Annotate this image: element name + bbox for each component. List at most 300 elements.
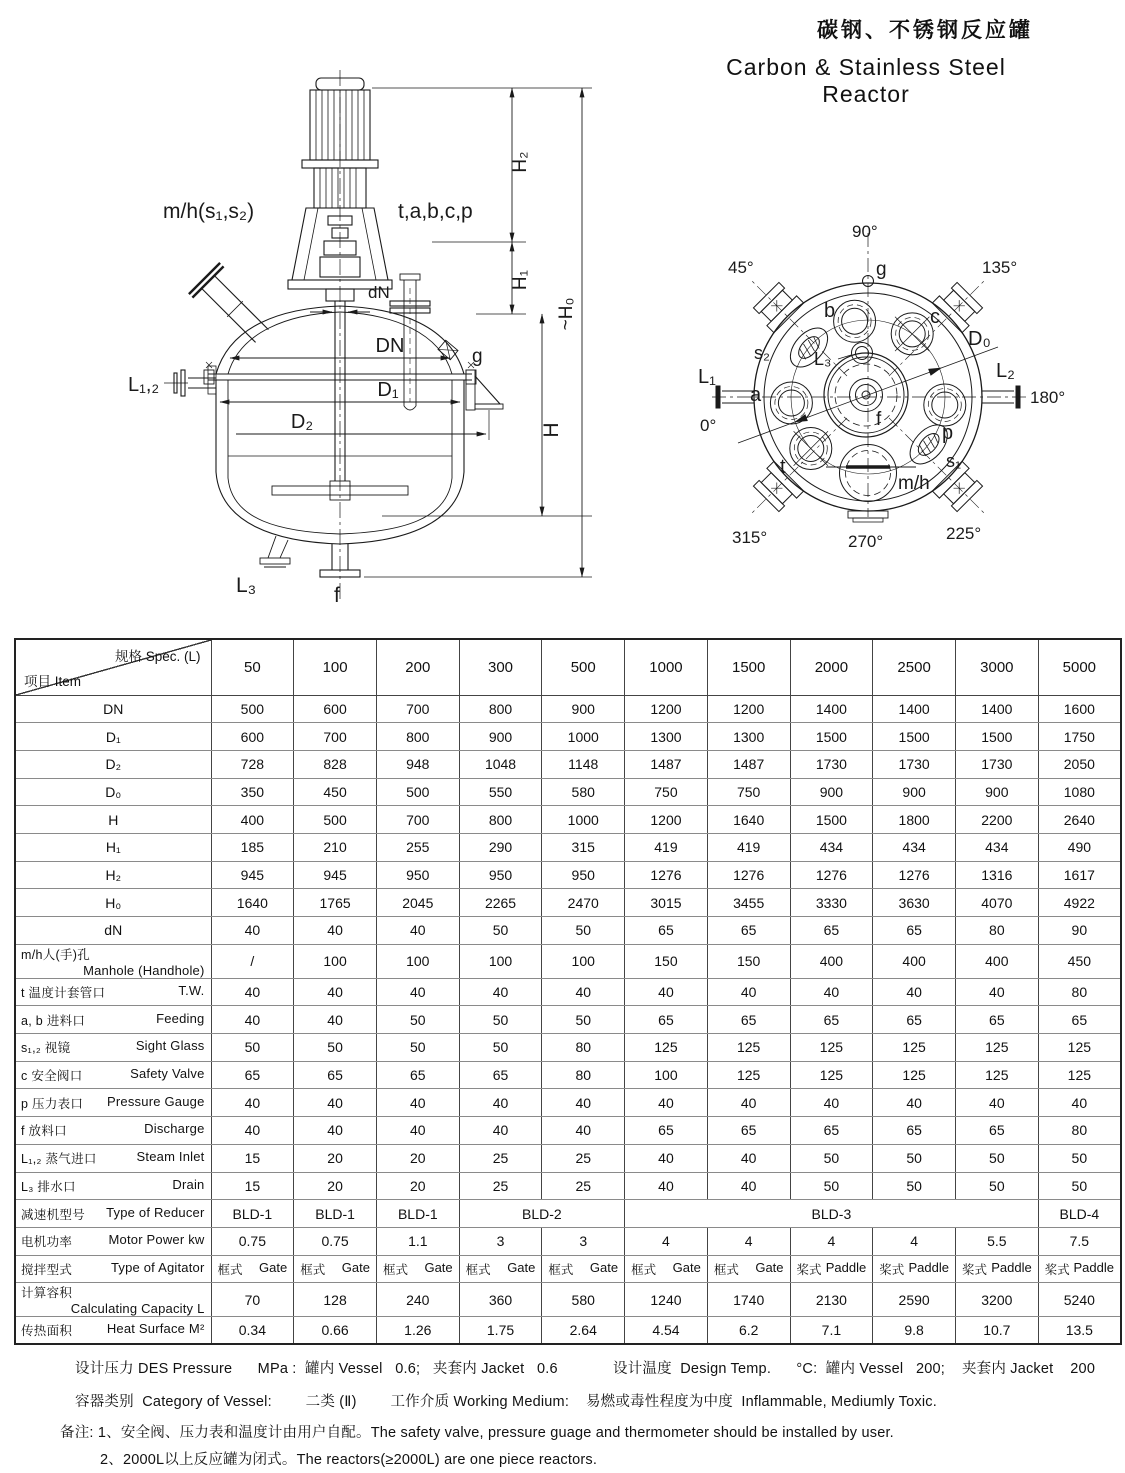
spec-value: 125 xyxy=(873,1034,956,1062)
spec-value: 450 xyxy=(1038,944,1121,978)
spec-value: 40 xyxy=(376,1117,459,1145)
spec-value: 40 xyxy=(707,978,790,1006)
spec-value: 65 xyxy=(707,1117,790,1145)
label-p: p xyxy=(942,422,954,444)
spec-value: 945 xyxy=(294,861,377,889)
spec-value: 40 xyxy=(955,1089,1038,1117)
spec-value: 65 xyxy=(707,1006,790,1034)
row-label: H₁ xyxy=(15,833,211,861)
spec-value: 1750 xyxy=(1038,723,1121,751)
nozzle-cap xyxy=(400,274,420,280)
spec-value: 580 xyxy=(542,778,625,806)
spec-value: 350 xyxy=(211,778,294,806)
spec-value: 50 xyxy=(459,1034,542,1062)
spec-value: 450 xyxy=(294,778,377,806)
spec-value: 20 xyxy=(376,1144,459,1172)
spec-value: 7.1 xyxy=(790,1317,873,1345)
row-label: D₁ xyxy=(15,723,211,751)
spec-value: 70 xyxy=(211,1283,294,1317)
spec-value: 1200 xyxy=(707,695,790,723)
spec-value: 50 xyxy=(873,1144,956,1172)
spec-value: 945 xyxy=(211,861,294,889)
row-label: m/h人(手)孔 Manhole (Handhole) xyxy=(15,944,211,978)
spec-value: 40 xyxy=(790,978,873,1006)
label-H: H xyxy=(540,422,563,438)
spec-value: 2130 xyxy=(790,1283,873,1317)
table-row xyxy=(15,833,1121,861)
spec-value: 50 xyxy=(542,917,625,945)
agitator-cell: 桨式 Paddle xyxy=(955,1255,1038,1283)
table-corner-cell xyxy=(15,639,211,695)
spec-value: 900 xyxy=(955,778,1038,806)
table-row xyxy=(15,1089,1121,1117)
spec-value: 40 xyxy=(459,1117,542,1145)
spec-col-header: 50 xyxy=(211,639,294,695)
spec-value: 1300 xyxy=(625,723,708,751)
spec-value: 400 xyxy=(211,806,294,834)
spec-value: 65 xyxy=(790,1006,873,1034)
label-mh-top: m/h xyxy=(898,473,930,494)
spec-value: 0.75 xyxy=(211,1227,294,1255)
spec-value: 1300 xyxy=(707,723,790,751)
spec-value: 40 xyxy=(294,978,377,1006)
spec-value: 800 xyxy=(459,695,542,723)
spec-value: BLD-1 xyxy=(211,1200,294,1228)
spec-value: 1240 xyxy=(625,1283,708,1317)
label-L12: L₁,₂ xyxy=(128,374,160,396)
nozzle-c xyxy=(891,313,933,355)
table-row xyxy=(15,1317,1121,1345)
spec-value: 50 xyxy=(211,1034,294,1062)
spec-value: 40 xyxy=(707,1144,790,1172)
label-g-top: g xyxy=(876,259,887,280)
corner-item-label: 项目 Item xyxy=(24,673,82,689)
spec-value: 600 xyxy=(294,695,377,723)
table-row xyxy=(15,750,1121,778)
row-label: 电机功率 Motor Power kw xyxy=(15,1227,211,1255)
spec-value: 65 xyxy=(873,1117,956,1145)
spec-value: 7.5 xyxy=(1038,1227,1121,1255)
label-s2: s₂ xyxy=(754,343,770,363)
table-row xyxy=(15,1200,1121,1228)
table-row xyxy=(15,1034,1121,1062)
spec-value: 400 xyxy=(790,944,873,978)
table-row xyxy=(15,1255,1121,1283)
spec-value: 125 xyxy=(790,1061,873,1089)
spec-value: 500 xyxy=(376,778,459,806)
spec-value: 700 xyxy=(294,723,377,751)
spec-value: 500 xyxy=(294,806,377,834)
bottom-bracket-inner xyxy=(853,518,883,522)
agitator-cell: 桨式 Paddle xyxy=(790,1255,873,1283)
spec-value: 3 xyxy=(459,1227,542,1255)
row-label: c 安全阀口 Safety Valve xyxy=(15,1061,211,1089)
spec-col-header: 500 xyxy=(542,639,625,695)
spec-value: 50 xyxy=(955,1172,1038,1200)
spec-value: 900 xyxy=(873,778,956,806)
spec-value: 50 xyxy=(790,1172,873,1200)
spec-value: 20 xyxy=(294,1172,377,1200)
label-L2: L₂ xyxy=(996,360,1015,382)
spec-value: 15 xyxy=(211,1172,294,1200)
spec-value: 40 xyxy=(542,1117,625,1145)
spec-value: 1276 xyxy=(625,861,708,889)
spec-value: 40 xyxy=(376,1089,459,1117)
spec-value: BLD-4 xyxy=(1038,1200,1121,1228)
row-label: f 放料口 Discharge xyxy=(15,1117,211,1145)
spec-value: 40 xyxy=(294,1089,377,1117)
table-row xyxy=(15,695,1121,723)
spec-value: 240 xyxy=(376,1283,459,1317)
table-row xyxy=(15,1144,1121,1172)
row-label: H xyxy=(15,806,211,834)
spec-value: 100 xyxy=(376,944,459,978)
spec-value: 40 xyxy=(955,978,1038,1006)
spec-col-header: 2500 xyxy=(873,639,956,695)
spec-value: 25 xyxy=(542,1144,625,1172)
spec-value: 65 xyxy=(459,1061,542,1089)
drain-flange xyxy=(260,558,290,564)
agitator-cell: 框式 Gate xyxy=(459,1255,542,1283)
row-label: p 压力表口 Pressure Gauge xyxy=(15,1089,211,1117)
spec-value: 40 xyxy=(211,1117,294,1145)
spec-value: 4.54 xyxy=(625,1317,708,1345)
row-label: D₂ xyxy=(15,750,211,778)
spec-col-header: 1500 xyxy=(707,639,790,695)
spec-value: 1000 xyxy=(542,806,625,834)
spec-value: 400 xyxy=(955,944,1038,978)
spec-value: 1640 xyxy=(707,806,790,834)
spec-value: 80 xyxy=(955,917,1038,945)
spec-value: 1148 xyxy=(542,750,625,778)
spec-value: 3 xyxy=(542,1227,625,1255)
agitator-cell: 框式 Gate xyxy=(625,1255,708,1283)
spec-value: 1276 xyxy=(790,861,873,889)
spec-value: 2200 xyxy=(955,806,1038,834)
spec-value: 490 xyxy=(1038,833,1121,861)
spec-value: 1400 xyxy=(955,695,1038,723)
spec-value: 1048 xyxy=(459,750,542,778)
drain-pipe xyxy=(268,536,288,558)
spec-value: 419 xyxy=(707,833,790,861)
nozzle-t xyxy=(790,428,832,470)
spec-value: 1276 xyxy=(873,861,956,889)
spec-value: 9.8 xyxy=(873,1317,956,1345)
spec-value: 125 xyxy=(955,1034,1038,1062)
spec-value: 0.66 xyxy=(294,1317,377,1345)
spec-value: 255 xyxy=(376,833,459,861)
spec-value: 3015 xyxy=(625,889,708,917)
spec-value: 1500 xyxy=(790,806,873,834)
spec-value: 1500 xyxy=(790,723,873,751)
design-temp-line: 设计温度 Design Temp. °C: 罐内 Vessel 200; 夹套内 Jacket 200 xyxy=(613,1361,1096,1377)
table-row xyxy=(15,978,1121,1006)
spec-value: 948 xyxy=(376,750,459,778)
spec-value: 1400 xyxy=(873,695,956,723)
label-top-nozzles: t,a,b,c,p xyxy=(398,200,473,223)
spec-value: 3200 xyxy=(955,1283,1038,1317)
spec-value: 5.5 xyxy=(955,1227,1038,1255)
spec-value: 185 xyxy=(211,833,294,861)
label-DN: DN xyxy=(375,335,405,357)
row-label: D₀ xyxy=(15,778,211,806)
spec-value: 290 xyxy=(459,833,542,861)
spec-value: 4070 xyxy=(955,889,1038,917)
label-t: t xyxy=(780,456,786,478)
spec-value: 40 xyxy=(211,917,294,945)
manhole-weld-tick xyxy=(227,301,243,317)
spec-col-header: 1000 xyxy=(625,639,708,695)
spec-value: 40 xyxy=(211,978,294,1006)
support-bracket-gusset xyxy=(475,376,500,404)
spec-value: 65 xyxy=(790,1117,873,1145)
spec-value: 40 xyxy=(459,1089,542,1117)
row-label: H₀ xyxy=(15,889,211,917)
spec-value: 1500 xyxy=(873,723,956,751)
spec-value: 1400 xyxy=(790,695,873,723)
agitator-cell: 框式 Gate xyxy=(211,1255,294,1283)
spec-value: 90 xyxy=(1038,917,1121,945)
spec-value: 728 xyxy=(211,750,294,778)
spec-value: 65 xyxy=(625,1117,708,1145)
table-row xyxy=(15,1117,1121,1145)
spec-value: 500 xyxy=(211,695,294,723)
spec-value: 2265 xyxy=(459,889,542,917)
spec-value: 4 xyxy=(707,1227,790,1255)
spec-value: 1730 xyxy=(955,750,1038,778)
spec-value: 65 xyxy=(1038,1006,1121,1034)
page-title-english: Carbon & Stainless Steel Reactor xyxy=(726,54,1006,107)
spec-value: 1.1 xyxy=(376,1227,459,1255)
spec-value: 65 xyxy=(873,917,956,945)
spec-value: 2470 xyxy=(542,889,625,917)
spec-value: 25 xyxy=(459,1144,542,1172)
spec-value: 50 xyxy=(459,917,542,945)
row-label: s₁,₂ 视镜 Sight Glass xyxy=(15,1034,211,1062)
row-label: H₂ xyxy=(15,861,211,889)
row-label: 减速机型号 Type of Reducer xyxy=(15,1200,211,1228)
spec-value: 40 xyxy=(873,1089,956,1117)
label-D1: D₁ xyxy=(377,379,399,401)
spec-value: 80 xyxy=(542,1061,625,1089)
spec-value: 0.34 xyxy=(211,1317,294,1345)
spec-value: 950 xyxy=(459,861,542,889)
spec-col-header: 200 xyxy=(376,639,459,695)
spec-value: 40 xyxy=(459,978,542,1006)
spec-value: 1200 xyxy=(625,806,708,834)
note-1: 备注: 1、安全阀、压力表和温度计由用户自配。The safety valve, pressure guage and thermometer should be installed by user. xyxy=(60,1425,894,1441)
spec-value: 125 xyxy=(955,1061,1038,1089)
design-pressure-line: 设计压力 DES Pressure MPa : 罐内 Vessel 0.6; 夹套内 Jacket 0.6 xyxy=(75,1361,558,1377)
spec-value: 1200 xyxy=(625,695,708,723)
spec-value: 65 xyxy=(625,917,708,945)
reactor-top-view-drawing xyxy=(676,205,1122,585)
spec-value: 1316 xyxy=(955,861,1038,889)
spec-value: 50 xyxy=(873,1172,956,1200)
spec-value: 4 xyxy=(790,1227,873,1255)
spec-value: 40 xyxy=(873,978,956,1006)
spec-value: 50 xyxy=(1038,1172,1121,1200)
spec-value: 800 xyxy=(376,723,459,751)
spec-value: 40 xyxy=(542,1089,625,1117)
spec-value: 3630 xyxy=(873,889,956,917)
spec-value: 50 xyxy=(459,1006,542,1034)
spec-value: 2640 xyxy=(1038,806,1121,834)
row-label: dN xyxy=(15,917,211,945)
row-label: DN xyxy=(15,695,211,723)
spec-value: 100 xyxy=(294,944,377,978)
spec-value: 65 xyxy=(211,1061,294,1089)
spec-value: 4 xyxy=(625,1227,708,1255)
spec-value: 40 xyxy=(542,978,625,1006)
spec-value: 80 xyxy=(1038,1117,1121,1145)
spec-value: 125 xyxy=(1038,1034,1121,1062)
spec-value: 700 xyxy=(376,695,459,723)
spec-table xyxy=(14,638,1122,1345)
agitator-cell: 桨式 Paddle xyxy=(1038,1255,1121,1283)
spec-value: BLD-3 xyxy=(625,1200,1039,1228)
agitator-cell: 框式 Gate xyxy=(542,1255,625,1283)
spec-value: 50 xyxy=(790,1144,873,1172)
row-label: L₁,₂ 蒸气进口 Steam Inlet xyxy=(15,1144,211,1172)
page-title-chinese: 碳钢、不锈钢反应罐 xyxy=(817,19,1033,42)
label-H0: ~H₀ xyxy=(556,297,577,331)
label-D2: D₂ xyxy=(290,411,314,433)
label-a: a xyxy=(750,384,762,406)
motor-ribs xyxy=(316,90,364,160)
label-270deg: 270° xyxy=(848,532,884,551)
spec-value: 40 xyxy=(376,917,459,945)
label-g: g xyxy=(472,346,483,367)
spec-value: 700 xyxy=(376,806,459,834)
spec-value: 315 xyxy=(542,833,625,861)
spec-value: 1487 xyxy=(625,750,708,778)
spec-value: BLD-1 xyxy=(376,1200,459,1228)
reactor-side-view-drawing xyxy=(80,58,600,606)
spec-value: 128 xyxy=(294,1283,377,1317)
spec-value: 40 xyxy=(211,1006,294,1034)
spec-value: 40 xyxy=(294,1006,377,1034)
spec-value: 1730 xyxy=(790,750,873,778)
spec-value: 1800 xyxy=(873,806,956,834)
spec-value: / xyxy=(211,944,294,978)
spec-value: 100 xyxy=(625,1061,708,1089)
center-opening xyxy=(824,353,908,437)
label-c: c xyxy=(930,306,940,328)
spec-value: 40 xyxy=(707,1172,790,1200)
label-H2: H₂ xyxy=(510,151,531,173)
table-row xyxy=(15,917,1121,945)
spec-value: 10.7 xyxy=(955,1317,1038,1345)
spec-value: 50 xyxy=(955,1144,1038,1172)
support-bracket-plate xyxy=(466,370,475,410)
spec-value: 40 xyxy=(1038,1089,1121,1117)
spec-value: 750 xyxy=(625,778,708,806)
table-row xyxy=(15,1227,1121,1255)
row-label: 传热面积 Heat Surface M² xyxy=(15,1317,211,1345)
spec-value: 65 xyxy=(873,1006,956,1034)
label-f: f xyxy=(334,584,340,606)
spec-value: BLD-2 xyxy=(459,1200,624,1228)
spec-value: 1487 xyxy=(707,750,790,778)
spec-value: 40 xyxy=(294,1117,377,1145)
spec-value: 40 xyxy=(294,917,377,945)
agitator-cell: 框式 Gate xyxy=(376,1255,459,1283)
spec-value: 40 xyxy=(376,978,459,1006)
spec-value: 900 xyxy=(542,695,625,723)
spec-value: 1500 xyxy=(955,723,1038,751)
spec-value: 100 xyxy=(459,944,542,978)
label-L3: L₃ xyxy=(236,574,257,597)
table-row xyxy=(15,889,1121,917)
label-135deg: 135° xyxy=(982,258,1018,277)
spec-value: 900 xyxy=(459,723,542,751)
label-L3-top: L₃ xyxy=(814,349,832,369)
spec-value: 40 xyxy=(211,1089,294,1117)
label-s1: s₁ xyxy=(946,451,962,471)
spec-value: 40 xyxy=(707,1089,790,1117)
spec-value: 900 xyxy=(790,778,873,806)
spec-value: 3455 xyxy=(707,889,790,917)
spec-value: 1080 xyxy=(1038,778,1121,806)
spec-value: 65 xyxy=(376,1061,459,1089)
spec-value: 65 xyxy=(955,1006,1038,1034)
spec-value: 65 xyxy=(707,917,790,945)
spec-value: 100 xyxy=(542,944,625,978)
spec-value: 2.64 xyxy=(542,1317,625,1345)
label-0deg: 0° xyxy=(700,416,717,435)
spec-value: 1.26 xyxy=(376,1317,459,1345)
spec-col-header: 5000 xyxy=(1038,639,1121,695)
label-H1: H₁ xyxy=(510,269,531,291)
spec-col-header: 300 xyxy=(459,639,542,695)
corner-spec-label: 规格 Spec. (L) xyxy=(114,649,201,664)
spec-value: 15 xyxy=(211,1144,294,1172)
spec-value: 800 xyxy=(459,806,542,834)
spec-value: 13.5 xyxy=(1038,1317,1121,1345)
table-row xyxy=(15,778,1121,806)
spec-col-header: 3000 xyxy=(955,639,1038,695)
spec-value: 1765 xyxy=(294,889,377,917)
spec-value: 419 xyxy=(625,833,708,861)
table-row xyxy=(15,723,1121,751)
support-bracket-foot xyxy=(475,404,503,409)
spec-value: 40 xyxy=(625,1172,708,1200)
spec-value: 1000 xyxy=(542,723,625,751)
spec-value: 828 xyxy=(294,750,377,778)
spec-value: 5240 xyxy=(1038,1283,1121,1317)
spec-value: 1730 xyxy=(873,750,956,778)
manhole-flange-1 xyxy=(192,266,223,297)
spec-value: 125 xyxy=(707,1061,790,1089)
spec-value: 2050 xyxy=(1038,750,1121,778)
row-label: t 温度计套管口 T.W. xyxy=(15,978,211,1006)
label-L1: L₁ xyxy=(698,366,716,388)
spec-value: 65 xyxy=(294,1061,377,1089)
spec-value: 1276 xyxy=(707,861,790,889)
label-D0: D₀ xyxy=(968,328,991,350)
spec-value: 0.75 xyxy=(294,1227,377,1255)
spec-value: 25 xyxy=(459,1172,542,1200)
spec-value: 50 xyxy=(542,1006,625,1034)
spec-value: 125 xyxy=(873,1061,956,1089)
spec-value: 434 xyxy=(873,833,956,861)
spec-value: 65 xyxy=(625,1006,708,1034)
vent-nozzle xyxy=(438,340,458,359)
reducer-ribs xyxy=(320,168,356,208)
label-b: b xyxy=(824,300,836,322)
spec-value: 1600 xyxy=(1038,695,1121,723)
